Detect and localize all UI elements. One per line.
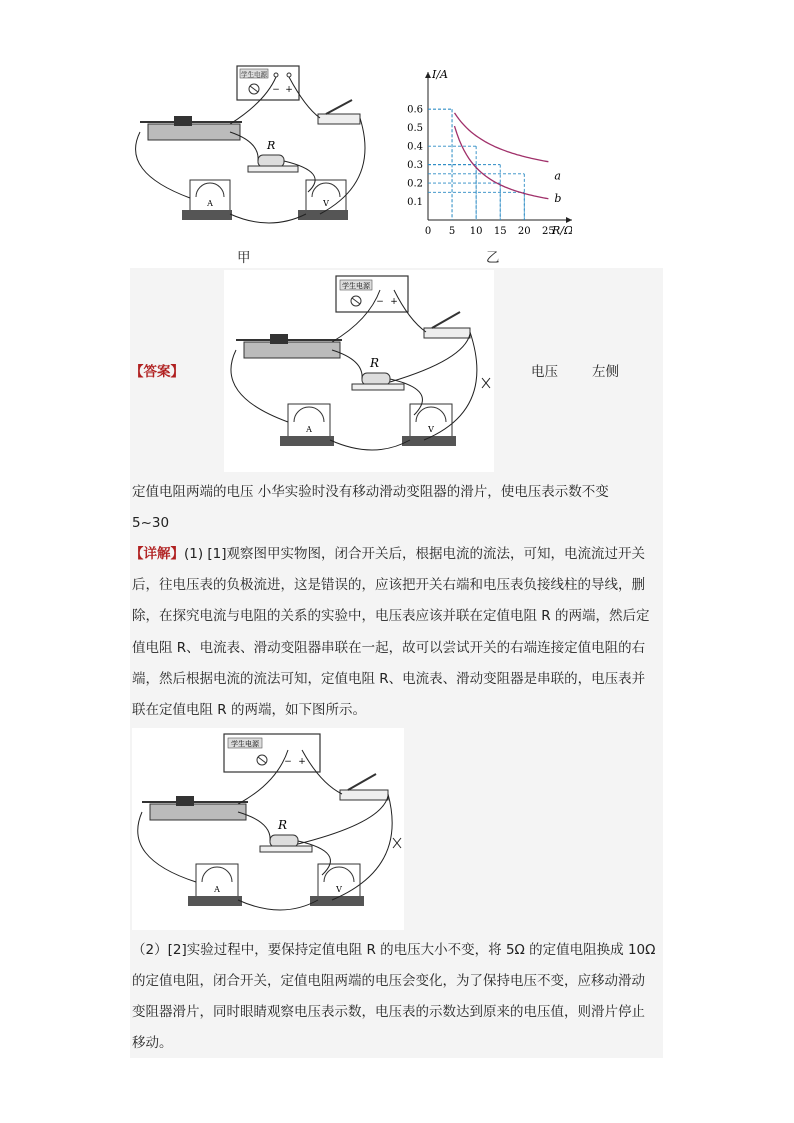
detail-p1-line-5: 端，然后根据电流的流法可知，定值电阻 R、电流表、滑动变阻器是串联的，电压表并 bbox=[132, 671, 646, 687]
figure-label-jia: 甲 bbox=[237, 250, 251, 266]
y-tick-label: 0.3 bbox=[407, 160, 423, 172]
svg-text:学生电源: 学生电源 bbox=[231, 740, 259, 748]
y-tick-label: 0.5 bbox=[407, 123, 423, 135]
x-axis-arrow bbox=[566, 217, 572, 223]
series-line-b bbox=[455, 126, 549, 199]
svg-text:+: + bbox=[390, 297, 398, 307]
svg-text:R: R bbox=[278, 818, 288, 832]
x-tick-label: 15 bbox=[493, 226, 507, 237]
svg-text:A: A bbox=[306, 425, 312, 434]
detail-p2-line-1: （2）[2]实验过程中，要保持定值电阻 R 的电压大小不变，将 5Ω 的定值电阻换成 10Ω bbox=[132, 942, 656, 958]
y-tick-label: 0.2 bbox=[407, 178, 423, 190]
detail-p2-line-3: 变阻器滑片，同时眼睛观察电压表示数，电压表的示数达到原来的电压值，则滑片停止 bbox=[132, 1004, 645, 1020]
answer-label: 【答案】 bbox=[130, 364, 184, 380]
y-tick-label: 0.1 bbox=[407, 197, 423, 209]
y-tick-label: 0.4 bbox=[407, 141, 423, 153]
answer-line-3: 5~30 bbox=[132, 515, 170, 531]
svg-text:−: − bbox=[284, 757, 292, 767]
x-tick-label: 0 bbox=[424, 226, 432, 237]
svg-text:R: R bbox=[370, 356, 380, 370]
svg-text:V: V bbox=[323, 199, 329, 208]
series-label-a: a bbox=[554, 169, 561, 183]
y-tick-label: 0.6 bbox=[407, 104, 423, 116]
y-axis-arrow bbox=[425, 72, 431, 78]
detail-p1-line-1: 【详解】(1) [1]观察图甲实物图，闭合开关后，根据电流的流法，可知，电流流过开关 bbox=[130, 546, 646, 562]
svg-text:A: A bbox=[214, 885, 220, 894]
x-axis-label: R/Ω bbox=[552, 224, 572, 237]
svg-text:V: V bbox=[336, 885, 342, 894]
x-tick-label: 10 bbox=[469, 226, 483, 237]
x-tick-label: 25 bbox=[542, 226, 555, 237]
detail-p2-line-2: 的定值电阻，闭合开关，定值电阻两端的电压会变化，为了保持电压不变，应移动滑动 bbox=[132, 973, 645, 989]
circuit-figure-jia bbox=[130, 62, 380, 232]
i-r-chart bbox=[396, 62, 572, 248]
power-supply-label: 学生电源 bbox=[241, 70, 267, 79]
svg-text:−: − bbox=[272, 85, 280, 95]
answer-blank-2: 左侧 bbox=[592, 364, 619, 380]
detail-p1-line-3: 除，在探究电流与电阻的关系的实验中，电压表应该并联在定值电阻 R 的两端，然后定 bbox=[132, 608, 650, 624]
figure-label-yi: 乙 bbox=[486, 250, 500, 266]
detail-p1-line-4: 值电阻 R、电流表、滑动变阻器串联在一起，故可以尝试开关的右端连接定值电阻的右 bbox=[132, 640, 646, 656]
x-tick-label: 5 bbox=[448, 226, 456, 237]
answer-blank-1: 电压 bbox=[531, 364, 558, 380]
resistor-label: R bbox=[267, 139, 276, 152]
svg-text:−: − bbox=[376, 297, 384, 307]
answer-circuit-figure bbox=[224, 270, 494, 472]
detail-circuit-figure bbox=[132, 728, 404, 930]
svg-text:V: V bbox=[428, 425, 434, 434]
detail-p1-line-6: 联在定值电阻 R 的两端，如下图所示。 bbox=[132, 702, 366, 718]
series-line-a bbox=[455, 113, 549, 162]
svg-text:学生电源: 学生电源 bbox=[342, 282, 370, 290]
y-axis-label: I/A bbox=[432, 68, 448, 81]
svg-text:+: + bbox=[298, 757, 306, 767]
detail-label: 【详解】 bbox=[130, 546, 184, 562]
x-tick-label: 20 bbox=[517, 226, 531, 237]
answer-line-2: 定值电阻两端的电压 小华实验时没有移动滑动变阻器的滑片，使电压表示数不变 bbox=[132, 484, 609, 500]
svg-text:A: A bbox=[207, 199, 213, 208]
detail-p1-line-2: 后，往电压表的负极流进，这是错误的，应该把开关右端和电压表负接线柱的导线，删 bbox=[132, 577, 645, 593]
graph-figure-yi bbox=[396, 62, 572, 248]
svg-text:+: + bbox=[285, 85, 293, 95]
series-label-b: b bbox=[554, 191, 562, 205]
detail-p2-line-4: 移动。 bbox=[132, 1035, 173, 1051]
